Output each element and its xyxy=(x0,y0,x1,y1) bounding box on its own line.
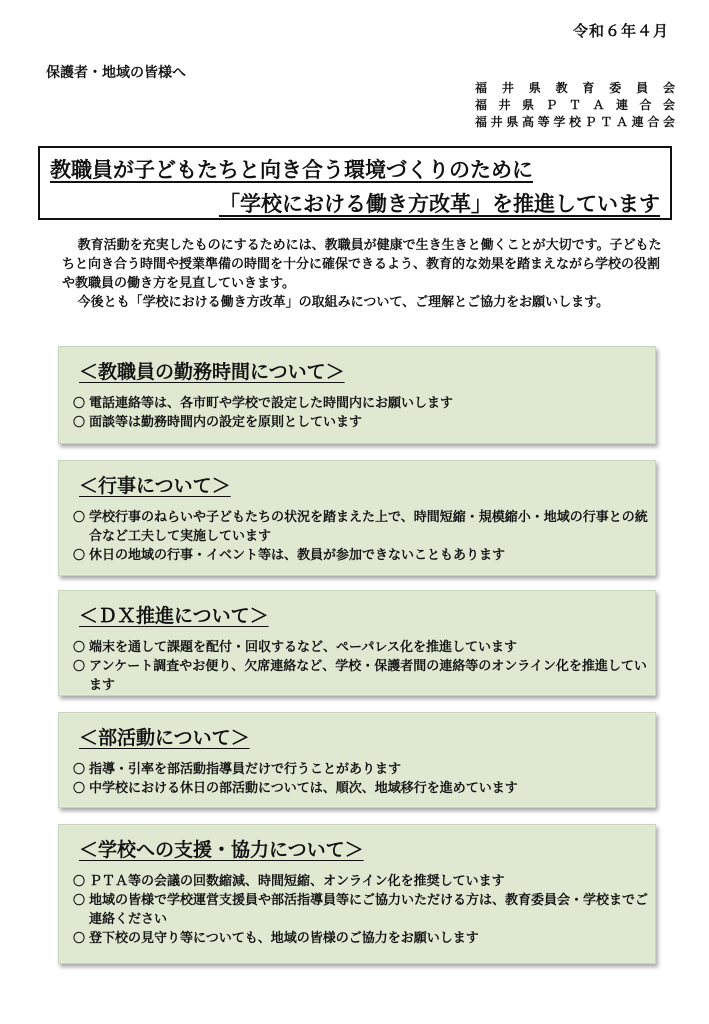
addressee: 保護者・地域の皆様へ xyxy=(46,65,186,81)
list-item xyxy=(73,508,655,546)
list-item xyxy=(73,657,655,695)
section-working-hours xyxy=(58,346,656,444)
section-events xyxy=(58,460,656,576)
sender-list xyxy=(475,80,675,131)
intro-paragraph: 今後とも「学校における働き方改革」の取組みについて、ご理解とご協力をお願いします。 xyxy=(77,295,610,310)
section-dx xyxy=(58,590,656,696)
list-item xyxy=(73,872,655,891)
sender-name: 福井県高等学校ＰＴＡ連合会 xyxy=(475,115,675,129)
circle-bullet-icon: 〇 xyxy=(73,659,86,673)
circle-bullet-icon: 〇 xyxy=(73,762,86,776)
list-item xyxy=(73,891,655,929)
sender-name: 福井県ＰＴＡ連合会 xyxy=(475,98,675,112)
list-item xyxy=(73,413,655,432)
section-title: ＜部活動について＞ xyxy=(79,727,250,749)
title-line-1: 教職員が子どもたちと向き合う環境づくりのために xyxy=(50,158,533,182)
section-club-activities xyxy=(58,712,656,808)
list-item xyxy=(73,638,655,657)
item-text: ＰＴＡ等の会議の回数縮減、時間短縮、オンライン化を推奨しています xyxy=(89,874,505,889)
circle-bullet-icon: 〇 xyxy=(73,781,86,795)
item-text: アンケート調査やお便り、欠席連絡など、学校・保護者間の連絡等のオンライン化を推進しています xyxy=(89,659,647,693)
item-text: 電話連絡等は、各市町や学校で設定した時間内にお願いします xyxy=(89,396,454,411)
item-text: 端末を通して課題を配付・回収するなど、ペーパレス化を推進しています xyxy=(89,640,517,655)
item-text: 指導・引率を部活動指導員だけで行うことがあります xyxy=(89,762,402,777)
item-text: 学校行事のねらいや子どもたちの状況を踏まえた上で、時間短縮・規模縮小・地域の行事との統合など工夫して実施しています xyxy=(89,510,648,544)
section-title: ＜学校への支援・協力について＞ xyxy=(79,839,364,861)
intro-paragraph: 教育活動を充実したものにするためには、教職員が健康で生き生きと働くことが大切です。子どもたちと向き合う時間や授業準備の時間を十分に確保できるよう、教育的な効果を踏まえながら学校の役割や教職員の働き方を見直していきます。 xyxy=(62,238,662,291)
section-title: ＜行事について＞ xyxy=(79,475,231,497)
sender-name: 福井県教育委員会 xyxy=(475,81,675,95)
circle-bullet-icon: 〇 xyxy=(73,415,86,429)
section-title: ＜ＤＸ推進について＞ xyxy=(79,605,269,627)
section-school-support xyxy=(58,824,656,964)
title-line-2: 「学校における働き方改革」を推進しています xyxy=(219,192,660,216)
document-date: 令和６年４月 xyxy=(572,22,669,40)
circle-bullet-icon: 〇 xyxy=(73,548,86,562)
item-text: 地域の皆様で学校運営支援員や部活指導員等にご協力いただける方は、教育委員会・学校までご連絡ください xyxy=(89,893,649,927)
circle-bullet-icon: 〇 xyxy=(73,893,86,907)
intro-text xyxy=(62,236,662,312)
circle-bullet-icon: 〇 xyxy=(73,396,86,410)
list-item xyxy=(73,394,655,413)
circle-bullet-icon: 〇 xyxy=(73,931,86,945)
item-text: 休日の地域の行事・イベント等は、教員が参加できないこともあります xyxy=(89,548,506,563)
item-text: 中学校における休日の部活動については、順次、地域移行を進めています xyxy=(89,781,518,796)
circle-bullet-icon: 〇 xyxy=(73,510,86,524)
circle-bullet-icon: 〇 xyxy=(73,874,86,888)
title-box xyxy=(38,146,672,220)
list-item xyxy=(73,929,655,948)
list-item xyxy=(73,760,655,779)
circle-bullet-icon: 〇 xyxy=(73,640,86,654)
list-item xyxy=(73,546,655,565)
section-title: ＜教職員の勤務時間について＞ xyxy=(79,361,345,383)
list-item xyxy=(73,779,655,798)
item-text: 登下校の見守り等についても、地域の皆様のご協力をお願いします xyxy=(89,931,479,946)
item-text: 面談等は勤務時間内の設定を原則としています xyxy=(89,415,363,430)
